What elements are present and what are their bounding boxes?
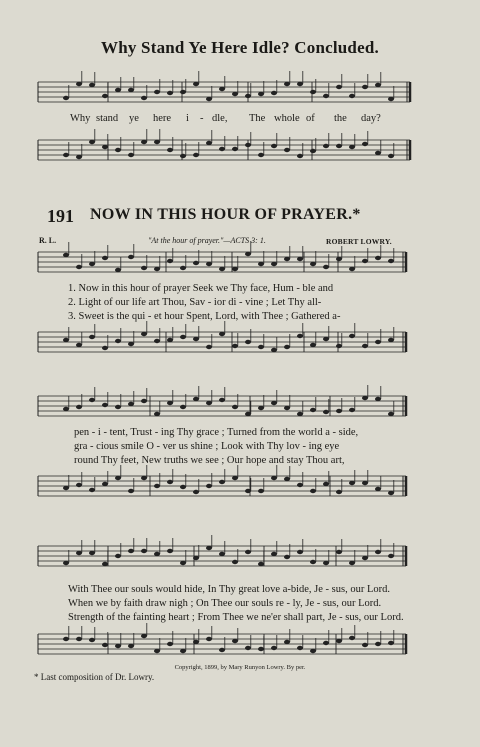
lyric-word: dle,	[212, 113, 228, 124]
note-head	[154, 649, 160, 653]
note-head	[310, 90, 316, 94]
note-head	[102, 346, 108, 350]
note-head	[63, 96, 69, 100]
scripture-reference: "At the hour of prayer."—ACTS 3: 1.	[148, 236, 266, 245]
note-head	[63, 253, 69, 257]
note-head	[323, 337, 329, 341]
note-head	[180, 561, 186, 565]
note-head	[362, 396, 368, 400]
note-head	[271, 401, 277, 405]
note-head	[219, 552, 225, 556]
note-head	[388, 97, 394, 101]
note-head	[336, 344, 342, 348]
note-head	[258, 489, 264, 493]
note-head	[349, 408, 355, 412]
note-head	[362, 142, 368, 146]
author-name: ROBERT LOWRY.	[326, 237, 392, 246]
note-head	[154, 484, 160, 488]
note-head	[63, 153, 69, 157]
note-head	[167, 91, 173, 95]
note-head	[89, 335, 95, 339]
note-head	[271, 646, 277, 650]
note-head	[271, 262, 277, 266]
note-head	[141, 96, 147, 100]
note-head	[154, 339, 160, 343]
note-head	[362, 259, 368, 263]
note-head	[154, 267, 160, 271]
note-head	[258, 562, 264, 566]
note-head	[206, 97, 212, 101]
hymn-title: NOW IN THIS HOUR OF PRAYER.*	[90, 206, 361, 223]
note-head	[284, 640, 290, 644]
note-head	[258, 153, 264, 157]
note-head	[245, 412, 251, 416]
note-head	[362, 643, 368, 647]
note-head	[323, 144, 329, 148]
note-head	[154, 140, 160, 144]
note-head	[349, 145, 355, 149]
verse-line-2: When we by faith draw nigh ; On Thee our souls re - ly, Je - sus, our Lord.	[68, 598, 382, 609]
note-head	[245, 646, 251, 650]
note-head	[219, 332, 225, 336]
note-head	[206, 262, 212, 266]
note-head	[310, 343, 316, 347]
note-head	[284, 148, 290, 152]
note-head	[141, 332, 147, 336]
note-head	[232, 405, 238, 409]
note-head	[115, 476, 121, 480]
note-head	[297, 646, 303, 650]
note-head	[193, 556, 199, 560]
note-head	[232, 639, 238, 643]
note-head	[271, 552, 277, 556]
note-head	[89, 83, 95, 87]
note-head	[336, 85, 342, 89]
note-head	[63, 561, 69, 565]
note-head	[297, 483, 303, 487]
note-head	[102, 403, 108, 407]
note-head	[349, 561, 355, 565]
note-head	[219, 267, 225, 271]
note-head	[89, 262, 95, 266]
note-head	[388, 641, 394, 645]
note-head	[219, 87, 225, 91]
verse-line-3: round Thy feet, New truths we see ; Our hope and stay Thou art,	[74, 455, 345, 466]
verse-line-2: 2. Light of our life art Thou, Sav - ior di - vine ; Let Thy all-	[68, 297, 322, 308]
note-head	[167, 401, 173, 405]
note-head	[193, 261, 199, 265]
note-head	[154, 90, 160, 94]
note-head	[102, 256, 108, 260]
note-head	[375, 397, 381, 401]
note-head	[245, 340, 251, 344]
verse-line-3: Strength of the fainting heart ; From Thee we ne'er shall part, Je - sus, our Lord.	[68, 612, 404, 623]
copyright-notice: Copyright, 1899, by Mary Runyon Lowry. By per.	[174, 664, 306, 671]
note-head	[89, 638, 95, 642]
note-head	[102, 482, 108, 486]
note-head	[141, 634, 147, 638]
note-head	[167, 549, 173, 553]
note-head	[245, 252, 251, 256]
note-head	[284, 257, 290, 261]
note-head	[141, 549, 147, 553]
note-head	[388, 491, 394, 495]
note-head	[180, 649, 186, 653]
note-head	[336, 639, 342, 643]
note-head	[89, 398, 95, 402]
note-head	[388, 259, 394, 263]
note-head	[375, 256, 381, 260]
note-head	[245, 489, 251, 493]
note-head	[141, 399, 147, 403]
composer-initials: R. L.	[39, 236, 57, 245]
verse-line-1: pen - i - tent, Trust - ing Thy grace ; Turned from the world a - side,	[74, 427, 359, 438]
continued-hymn-title: Why Stand Ye Here Idle? Concluded.	[101, 38, 379, 57]
note-head	[310, 408, 316, 412]
lyric-word: Why	[70, 113, 91, 124]
verse-line-1: With Thee our souls would hide, In Thy great love a-bide, Je - sus, our Lord.	[68, 584, 390, 595]
note-head	[76, 637, 82, 641]
note-head	[336, 409, 342, 413]
note-head	[102, 562, 108, 566]
note-head	[115, 88, 121, 92]
note-head	[388, 154, 394, 158]
note-head	[297, 154, 303, 158]
note-head	[115, 554, 121, 558]
note-head	[89, 488, 95, 492]
note-head	[375, 487, 381, 491]
note-head	[180, 405, 186, 409]
note-head	[115, 405, 121, 409]
lyric-word: here	[153, 113, 172, 124]
note-head	[76, 82, 82, 86]
note-head	[219, 480, 225, 484]
lyric-word: -	[200, 113, 204, 124]
note-head	[245, 94, 251, 98]
note-head	[193, 82, 199, 86]
note-head	[297, 334, 303, 338]
footnote: * Last composition of Dr. Lowry.	[34, 672, 155, 682]
note-head	[154, 552, 160, 556]
note-head	[297, 412, 303, 416]
note-head	[128, 342, 134, 346]
verse-line-3: 3. Sweet is the qui - et hour Spent, Lord, with Thee ; Gathered a-	[68, 311, 341, 322]
note-head	[76, 343, 82, 347]
note-head	[297, 82, 303, 86]
lyric-word: day?	[361, 113, 381, 124]
note-head	[271, 144, 277, 148]
note-head	[375, 550, 381, 554]
note-head	[323, 410, 329, 414]
note-head	[180, 485, 186, 489]
note-head	[76, 155, 82, 159]
lyric-word: stand	[96, 113, 119, 124]
verse-line-2: gra - cious smile O - ver us shine ; Look with Thy lov - ing eye	[74, 441, 340, 452]
note-head	[89, 551, 95, 555]
note-head	[349, 267, 355, 271]
note-head	[206, 401, 212, 405]
note-head	[310, 649, 316, 653]
note-head	[297, 550, 303, 554]
note-head	[102, 145, 108, 149]
note-head	[310, 489, 316, 493]
note-head	[167, 642, 173, 646]
note-head	[323, 94, 329, 98]
note-head	[128, 255, 134, 259]
note-head	[232, 92, 238, 96]
note-head	[63, 338, 69, 342]
note-head	[258, 647, 264, 651]
note-head	[271, 91, 277, 95]
note-head	[167, 148, 173, 152]
note-head	[180, 335, 186, 339]
note-head	[375, 83, 381, 87]
note-head	[193, 337, 199, 341]
hymn-number: 191	[47, 206, 74, 226]
note-head	[232, 560, 238, 564]
note-head	[128, 402, 134, 406]
note-head	[128, 644, 134, 648]
note-head	[128, 489, 134, 493]
note-head	[258, 345, 264, 349]
note-head	[297, 257, 303, 261]
note-head	[336, 144, 342, 148]
note-head	[76, 551, 82, 555]
lyric-word: of	[306, 113, 315, 124]
note-head	[180, 266, 186, 270]
note-head	[284, 82, 290, 86]
note-head	[258, 406, 264, 410]
note-head	[219, 648, 225, 652]
note-head	[76, 265, 82, 269]
note-head	[310, 149, 316, 153]
note-head	[154, 412, 160, 416]
note-head	[362, 85, 368, 89]
note-head	[284, 406, 290, 410]
note-head	[362, 556, 368, 560]
note-head	[193, 397, 199, 401]
note-head	[206, 141, 212, 145]
note-head	[271, 348, 277, 352]
note-head	[323, 482, 329, 486]
note-head	[206, 345, 212, 349]
note-head	[375, 642, 381, 646]
note-head	[271, 476, 277, 480]
note-head	[115, 644, 121, 648]
note-head	[310, 560, 316, 564]
note-head	[388, 554, 394, 558]
note-head	[375, 151, 381, 155]
note-head	[388, 338, 394, 342]
note-head	[206, 637, 212, 641]
note-head	[362, 481, 368, 485]
note-head	[180, 90, 186, 94]
note-head	[167, 480, 173, 484]
note-head	[284, 477, 290, 481]
note-head	[102, 94, 108, 98]
note-head	[349, 481, 355, 485]
note-head	[362, 344, 368, 348]
note-head	[232, 476, 238, 480]
note-head	[336, 490, 342, 494]
lyric-word: ye	[129, 113, 139, 124]
note-head	[128, 549, 134, 553]
note-head	[375, 340, 381, 344]
note-head	[336, 257, 342, 261]
note-head	[141, 476, 147, 480]
note-head	[349, 94, 355, 98]
note-head	[167, 338, 173, 342]
lyric-word: The	[249, 113, 266, 124]
note-head	[115, 148, 121, 152]
note-head	[284, 555, 290, 559]
note-head	[89, 140, 95, 144]
note-head	[63, 637, 69, 641]
note-head	[232, 267, 238, 271]
lyric-word: whole	[274, 113, 300, 124]
note-head	[63, 486, 69, 490]
note-head	[141, 266, 147, 270]
note-head	[245, 143, 251, 147]
note-head	[349, 636, 355, 640]
lyric-word: the	[334, 113, 347, 124]
note-head	[232, 344, 238, 348]
note-head	[336, 550, 342, 554]
note-head	[115, 268, 121, 272]
note-head	[323, 641, 329, 645]
note-head	[167, 259, 173, 263]
note-head	[206, 546, 212, 550]
note-head	[63, 407, 69, 411]
note-head	[128, 88, 134, 92]
note-head	[180, 154, 186, 158]
verse-line-1: 1. Now in this hour of prayer Seek we Thy face, Hum - ble and	[68, 283, 334, 294]
note-head	[219, 398, 225, 402]
note-head	[284, 345, 290, 349]
note-head	[310, 262, 316, 266]
lyric-word: i	[186, 113, 189, 124]
note-head	[141, 140, 147, 144]
note-head	[193, 153, 199, 157]
note-head	[102, 643, 108, 647]
note-head	[323, 265, 329, 269]
note-head	[245, 550, 251, 554]
note-head	[128, 153, 134, 157]
note-head	[258, 92, 264, 96]
note-head	[76, 483, 82, 487]
note-head	[193, 490, 199, 494]
note-head	[115, 339, 121, 343]
note-head	[219, 147, 225, 151]
note-head	[258, 262, 264, 266]
note-head	[323, 561, 329, 565]
note-head	[349, 334, 355, 338]
note-head	[193, 640, 199, 644]
note-head	[388, 412, 394, 416]
note-head	[232, 147, 238, 151]
note-head	[206, 484, 212, 488]
note-head	[76, 405, 82, 409]
